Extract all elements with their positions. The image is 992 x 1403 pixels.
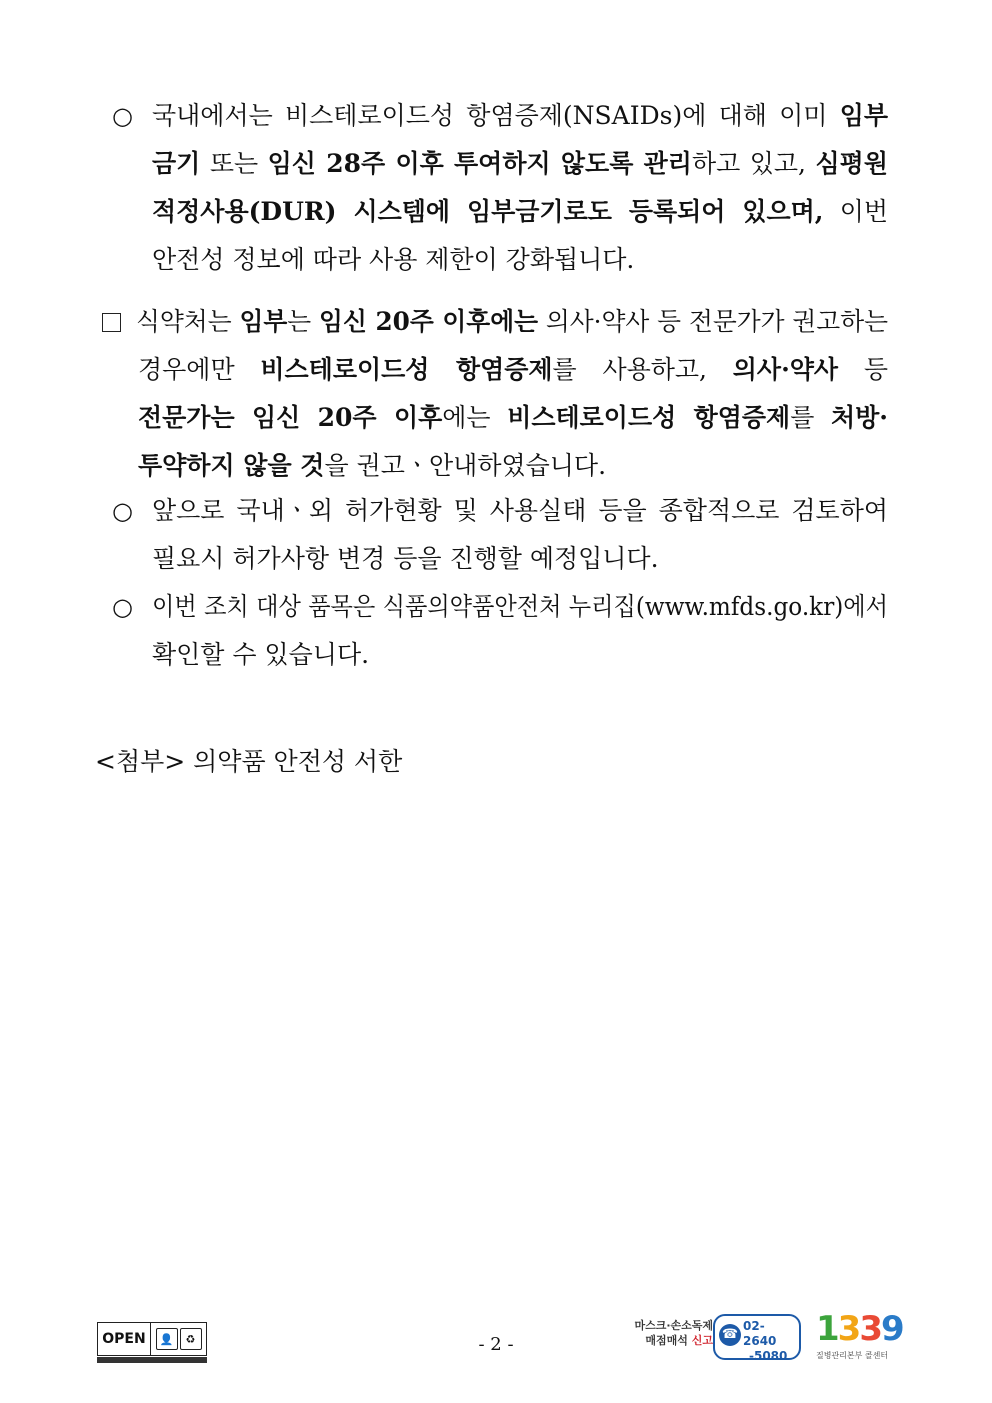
attribution-icon: 👤: [156, 1328, 178, 1350]
body-text: 를: [790, 403, 831, 432]
mask-report-label: [625, 1318, 713, 1348]
square-bullet-icon: [102, 313, 121, 332]
body-text: 등: [838, 355, 888, 384]
emphasis-text: 임부: [239, 307, 288, 336]
text-line: [138, 442, 606, 490]
mask-report-highlight: 신고: [691, 1334, 713, 1347]
circle-bullet-icon: ○: [112, 102, 133, 130]
text-line: [152, 583, 888, 631]
text-line: [152, 535, 659, 583]
phone-icon: ☎: [719, 1324, 741, 1346]
body-text: 에는: [442, 403, 508, 432]
kcdc-1339-logo: [812, 1310, 902, 1366]
phone-number-line1: 02-2640: [743, 1319, 777, 1348]
body-text: 경우에만: [138, 355, 261, 384]
kcdc-number: 1339: [816, 1309, 903, 1349]
emphasis-text: 적정사용(DUR) 시스템에 임부금기로도 등록되어 있으며,: [152, 197, 824, 226]
text-line: [138, 346, 888, 394]
body-text: 을 권고ㆍ안내하였습니다.: [324, 451, 607, 480]
emphasis-text: 임신 28주 이후 투여하지 않도록 관리: [267, 149, 692, 178]
text-line: [136, 298, 888, 346]
body-text: 또는: [200, 149, 268, 178]
attachment-note: <첨부> 의약품 안전성 서한: [95, 747, 403, 776]
text-line: [152, 140, 888, 188]
body-text: 는: [287, 307, 320, 336]
circle-bullet-icon: ○: [112, 593, 133, 621]
emphasis-text: 심평원: [815, 149, 888, 178]
body-text: 안전성 정보에 따라 사용 제한이 강화됩니다.: [152, 245, 635, 274]
emphasis-text: 처방·: [830, 403, 888, 432]
page-number: - 2 -: [478, 1334, 514, 1355]
emphasis-text: 임신 20주 이후에는: [319, 307, 538, 336]
page-footer: [0, 1310, 992, 1380]
body-text: 필요시 허가사항 변경 등을 진행할 예정입니다.: [152, 544, 659, 573]
text-line: [138, 394, 888, 442]
license-caption-bar: [97, 1357, 207, 1363]
emphasis-text: 전문가는 임신 20주 이후: [138, 403, 443, 432]
body-text: 이번: [823, 197, 888, 226]
circle-bullet-icon: ○: [112, 497, 133, 525]
emphasis-text: 투약하지 않을 것: [138, 451, 325, 480]
body-text: 식약처는: [136, 307, 240, 336]
text-line: [152, 236, 634, 284]
text-line: [152, 92, 888, 140]
open-license-label: OPEN: [98, 1323, 151, 1355]
no-derivatives-icon: ♻: [180, 1328, 202, 1350]
emphasis-text: 비스테로이드성 항염증제: [260, 355, 553, 384]
text-line: [152, 487, 888, 535]
body-text: 국내에서는 비스테로이드성 항염증제(NSAIDs)에 대해 이미: [152, 101, 840, 130]
report-phone-badge: [713, 1314, 801, 1363]
mask-report-line2: 매점매석: [645, 1334, 692, 1347]
mask-report-line1: 마스크·손소독제: [634, 1319, 713, 1332]
emphasis-text: 임부: [839, 101, 888, 130]
body-text: 를 사용하고,: [552, 355, 733, 384]
kcdc-caption: 질병관리본부 콜센터: [816, 1351, 889, 1360]
body-text: 의사·약사 등 전문가가 권고하는: [537, 307, 888, 336]
emphasis-text: 의사·약사: [732, 355, 839, 384]
emphasis-text: 금기: [152, 149, 201, 178]
text-line: [152, 631, 369, 679]
body-text: 이번 조치 대상 품목은 식품의약품안전처 누리집(www.mfds.go.kr)에서: [152, 592, 888, 621]
phone-number-line2: -5080: [749, 1349, 788, 1363]
body-text: 하고 있고,: [691, 149, 816, 178]
body-text: 앞으로 국내ㆍ외 허가현황 및 사용실태 등을 종합적으로 검토하여: [152, 496, 888, 525]
text-line: [152, 188, 888, 236]
emphasis-text: 비스테로이드성 항염증제: [507, 403, 791, 432]
body-text: 확인할 수 있습니다.: [152, 640, 370, 669]
